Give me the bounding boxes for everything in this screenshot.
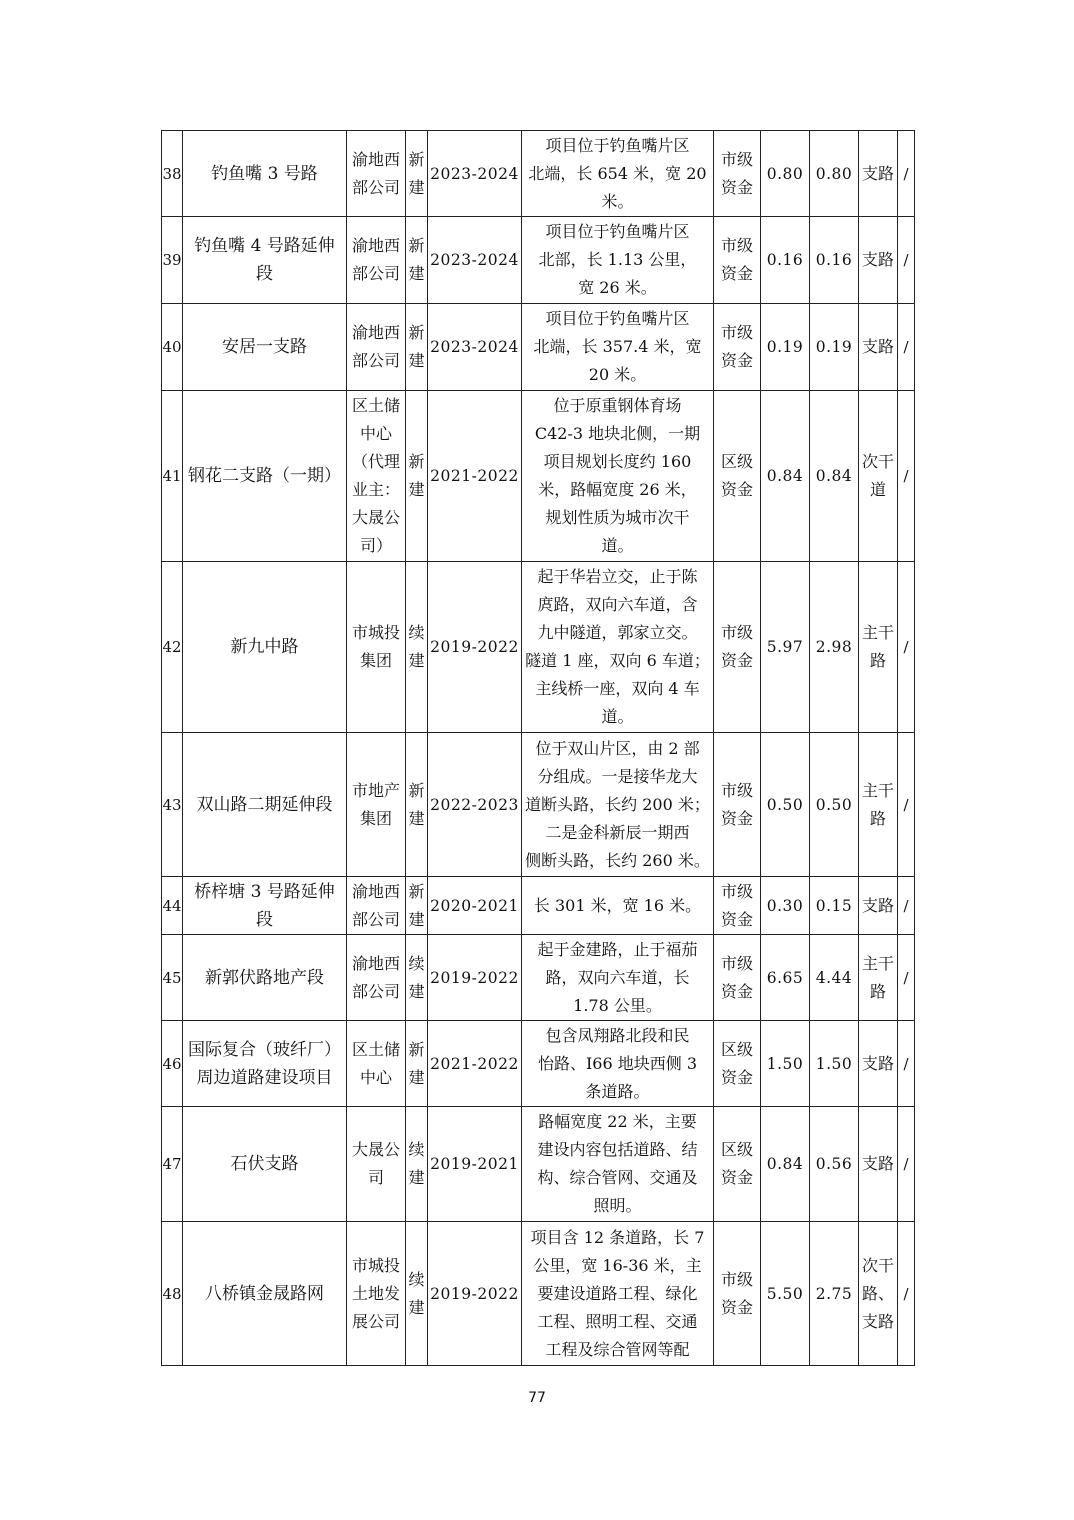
construction-nature-cell: 续 建	[406, 1222, 428, 1366]
total-investment-cell: 0.50	[761, 733, 810, 877]
table-row	[162, 304, 915, 391]
table-row	[162, 1107, 915, 1222]
road-grade-cell: 支路	[859, 217, 898, 304]
remark-cell: /	[898, 877, 915, 935]
row-number-cell: 38	[162, 131, 183, 217]
road-grade-cell: 支路	[859, 1107, 898, 1222]
construction-nature-cell: 续 建	[406, 935, 428, 1021]
construction-nature-cell: 新 建	[406, 217, 428, 304]
road-grade-cell: 主干 路	[859, 733, 898, 877]
project-name-cell: 八桥镇金晟路网	[183, 1222, 347, 1366]
road-grade-cell: 支路	[859, 877, 898, 935]
row-number-cell: 44	[162, 877, 183, 935]
total-investment-cell: 5.97	[761, 562, 810, 733]
table-row	[162, 562, 915, 733]
construction-period-cell: 2023-2024	[428, 304, 522, 391]
construction-unit-cell: 区土储 中心 （代理 业主： 大晟公 司）	[347, 391, 406, 562]
construction-nature-cell: 新 建	[406, 1021, 428, 1107]
annual-investment-cell: 2.75	[810, 1222, 859, 1366]
page-number: 77	[528, 1390, 546, 1406]
annual-investment-cell: 4.44	[810, 935, 859, 1021]
road-grade-cell: 主干 路	[859, 935, 898, 1021]
row-number-cell: 43	[162, 733, 183, 877]
annual-investment-cell: 0.15	[810, 877, 859, 935]
remark-cell: /	[898, 562, 915, 733]
remark-cell: /	[898, 1222, 915, 1366]
total-investment-cell: 1.50	[761, 1021, 810, 1107]
construction-unit-cell: 大晟公 司	[347, 1107, 406, 1222]
fund-source-cell: 区级 资金	[714, 1107, 761, 1222]
construction-nature-cell: 新 建	[406, 877, 428, 935]
road-grade-cell: 主干 路	[859, 562, 898, 733]
construction-period-cell: 2019-2021	[428, 1107, 522, 1222]
construction-period-cell: 2020-2021	[428, 877, 522, 935]
project-name-cell: 安居一支路	[183, 304, 347, 391]
remark-cell: /	[898, 1107, 915, 1222]
construction-unit-cell: 渝地西 部公司	[347, 877, 406, 935]
row-number-cell: 41	[162, 391, 183, 562]
total-investment-cell: 0.16	[761, 217, 810, 304]
project-content-cell: 包含凤翔路北段和民 怡路、I66 地块西侧 3 条道路。	[522, 1021, 714, 1107]
project-name-cell: 钓鱼嘴 4 号路延伸 段	[183, 217, 347, 304]
row-number-cell: 47	[162, 1107, 183, 1222]
construction-unit-cell: 区土储 中心	[347, 1021, 406, 1107]
construction-unit-cell: 渝地西 部公司	[347, 131, 406, 217]
table-row	[162, 217, 915, 304]
construction-nature-cell: 续 建	[406, 562, 428, 733]
fund-source-cell: 市级 资金	[714, 304, 761, 391]
row-number-cell: 40	[162, 304, 183, 391]
annual-investment-cell: 0.84	[810, 391, 859, 562]
row-number-cell: 45	[162, 935, 183, 1021]
road-grade-cell: 次干 路、 支路	[859, 1222, 898, 1366]
project-name-cell: 双山路二期延伸段	[183, 733, 347, 877]
remark-cell: /	[898, 733, 915, 877]
construction-period-cell: 2021-2022	[428, 391, 522, 562]
annual-investment-cell: 0.56	[810, 1107, 859, 1222]
annual-investment-cell: 0.16	[810, 217, 859, 304]
project-name-cell: 新郭伏路地产段	[183, 935, 347, 1021]
fund-source-cell: 市级 资金	[714, 733, 761, 877]
construction-nature-cell: 续 建	[406, 1107, 428, 1222]
construction-period-cell: 2019-2022	[428, 1222, 522, 1366]
remark-cell: /	[898, 1021, 915, 1107]
construction-unit-cell: 渝地西 部公司	[347, 217, 406, 304]
fund-source-cell: 市级 资金	[714, 1222, 761, 1366]
fund-source-cell: 市级 资金	[714, 217, 761, 304]
table-row	[162, 131, 915, 217]
project-content-cell: 项目位于钓鱼嘴片区 北端，长 357.4 米，宽 20 米。	[522, 304, 714, 391]
construction-period-cell: 2021-2022	[428, 1021, 522, 1107]
remark-cell: /	[898, 131, 915, 217]
construction-nature-cell: 新 建	[406, 391, 428, 562]
total-investment-cell: 0.80	[761, 131, 810, 217]
fund-source-cell: 市级 资金	[714, 935, 761, 1021]
table-row	[162, 391, 915, 562]
project-name-cell: 钓鱼嘴 3 号路	[183, 131, 347, 217]
project-name-cell: 石伏支路	[183, 1107, 347, 1222]
remark-cell: /	[898, 935, 915, 1021]
project-content-cell: 项目位于钓鱼嘴片区 北端，长 654 米，宽 20 米。	[522, 131, 714, 217]
row-number-cell: 42	[162, 562, 183, 733]
road-grade-cell: 支路	[859, 131, 898, 217]
construction-period-cell: 2023-2024	[428, 131, 522, 217]
project-name-cell: 钢花二支路（一期）	[183, 391, 347, 562]
construction-unit-cell: 渝地西 部公司	[347, 935, 406, 1021]
construction-unit-cell: 市地产 集团	[347, 733, 406, 877]
construction-unit-cell: 渝地西 部公司	[347, 304, 406, 391]
project-content-cell: 长 301 米，宽 16 米。	[522, 877, 714, 935]
row-number-cell: 39	[162, 217, 183, 304]
annual-investment-cell: 0.19	[810, 304, 859, 391]
project-content-cell: 路幅宽度 22 米，主要 建设内容包括道路、结 构、综合管网、交通及 照明。	[522, 1107, 714, 1222]
row-number-cell: 46	[162, 1021, 183, 1107]
total-investment-cell: 5.50	[761, 1222, 810, 1366]
construction-period-cell: 2019-2022	[428, 562, 522, 733]
fund-source-cell: 市级 资金	[714, 131, 761, 217]
project-content-cell: 项目位于钓鱼嘴片区 北部，长 1.13 公里， 宽 26 米。	[522, 217, 714, 304]
project-table	[161, 130, 915, 1366]
annual-investment-cell: 2.98	[810, 562, 859, 733]
table-row	[162, 733, 915, 877]
table-row	[162, 935, 915, 1021]
construction-period-cell: 2023-2024	[428, 217, 522, 304]
total-investment-cell: 0.19	[761, 304, 810, 391]
construction-period-cell: 2019-2022	[428, 935, 522, 1021]
construction-unit-cell: 市城投 土地发 展公司	[347, 1222, 406, 1366]
construction-period-cell: 2022-2023	[428, 733, 522, 877]
total-investment-cell: 0.84	[761, 391, 810, 562]
fund-source-cell: 市级 资金	[714, 562, 761, 733]
road-grade-cell: 次干 道	[859, 391, 898, 562]
remark-cell: /	[898, 217, 915, 304]
road-grade-cell: 支路	[859, 1021, 898, 1107]
total-investment-cell: 6.65	[761, 935, 810, 1021]
total-investment-cell: 0.84	[761, 1107, 810, 1222]
fund-source-cell: 区级 资金	[714, 1021, 761, 1107]
table-row	[162, 1021, 915, 1107]
project-name-cell: 新九中路	[183, 562, 347, 733]
project-content-cell: 起于金建路，止于福茄 路，双向六车道，长 1.78 公里。	[522, 935, 714, 1021]
annual-investment-cell: 0.80	[810, 131, 859, 217]
total-investment-cell: 0.30	[761, 877, 810, 935]
fund-source-cell: 区级 资金	[714, 391, 761, 562]
project-content-cell: 起于华岩立交，止于陈 庹路，双向六车道，含 九中隧道，郭家立交。 隧道 1 座，双向 6 车道； 主线桥一座，双向 4 车 道。	[522, 562, 714, 733]
project-content-cell: 项目含 12 条道路，长 7 公里，宽 16-36 米，主 要建设道路工程、绿化 工程、照明工程、交通 工程及综合管网等配	[522, 1222, 714, 1366]
project-name-cell: 国际复合（玻纤厂） 周边道路建设项目	[183, 1021, 347, 1107]
construction-nature-cell: 新 建	[406, 131, 428, 217]
project-content-cell: 位于原重钢体育场 C42-3 地块北侧，一期 项目规划长度约 160 米，路幅宽度 26 米， 规划性质为城市次干 道。	[522, 391, 714, 562]
annual-investment-cell: 1.50	[810, 1021, 859, 1107]
annual-investment-cell: 0.50	[810, 733, 859, 877]
project-name-cell: 桥梓塘 3 号路延伸 段	[183, 877, 347, 935]
remark-cell: /	[898, 304, 915, 391]
construction-unit-cell: 市城投 集团	[347, 562, 406, 733]
construction-nature-cell: 新 建	[406, 733, 428, 877]
table-row	[162, 1222, 915, 1366]
road-grade-cell: 支路	[859, 304, 898, 391]
fund-source-cell: 市级 资金	[714, 877, 761, 935]
table-row	[162, 877, 915, 935]
project-content-cell: 位于双山片区，由 2 部 分组成。一是接华龙大 道断头路，长约 200 米； 二是金科新辰一期西 侧断头路，长约 260 米。	[522, 733, 714, 877]
remark-cell: /	[898, 391, 915, 562]
construction-nature-cell: 新 建	[406, 304, 428, 391]
row-number-cell: 48	[162, 1222, 183, 1366]
